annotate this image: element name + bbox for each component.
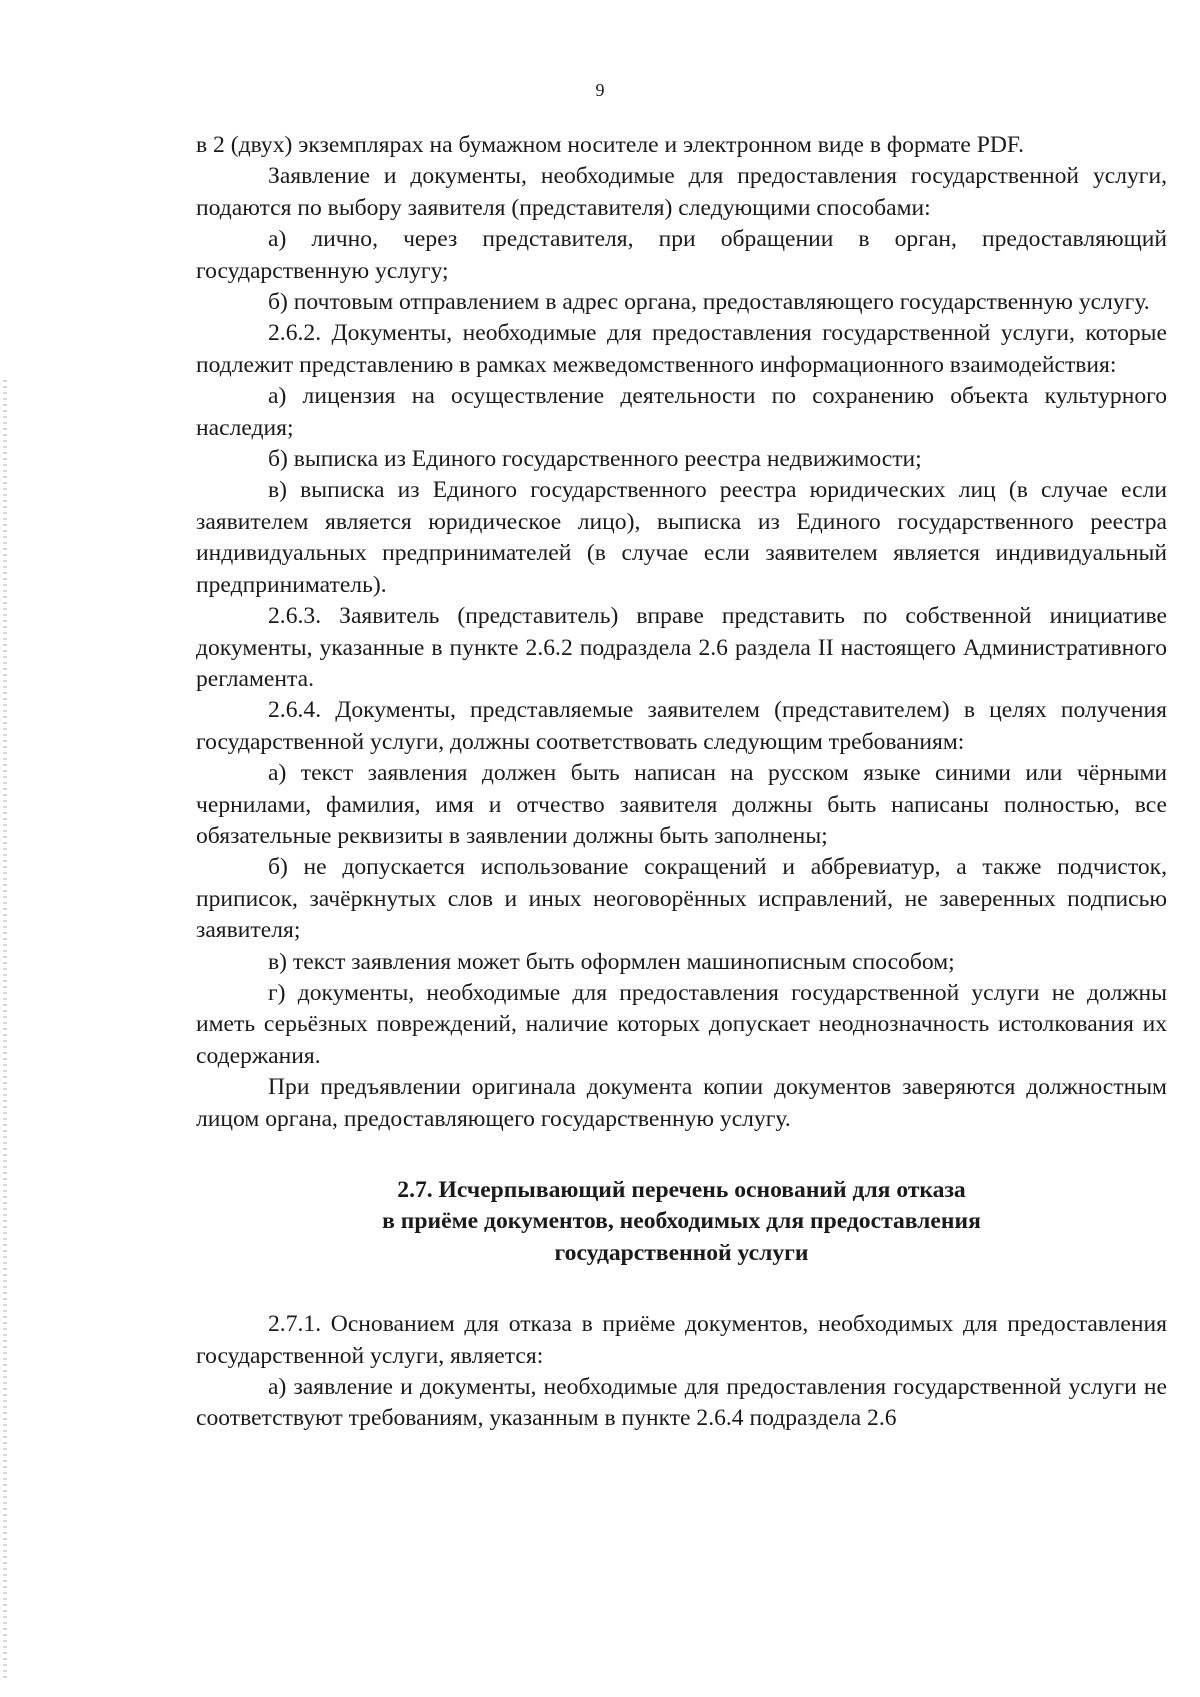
list-item: а) лично, через представителя, при обращении в орган, предоставляющий государственную услугу; bbox=[196, 226, 1167, 284]
paragraph: Заявление и документы, необходимые для предоставления государственной услуги, подаются по выбору заявителя (представителя) следующими способами: bbox=[196, 163, 1167, 221]
list-item: г) документы, необходимые для предоставления государственной услуги не должны иметь серьёзных повреждений, наличие которых допускает неоднозначность истолкования их содержания. bbox=[196, 979, 1167, 1069]
clause: 2.6.4. Документы, представляемые заявителем (представителем) в целях получения государственной услуги, должны соответствовать следующим требованиям: bbox=[196, 697, 1167, 755]
list-item: а) заявление и документы, необходимые для предоставления государственной услуги не соответствуют требованиям, указанным в пункте 2.6.4 подраздела 2.6 bbox=[196, 1374, 1167, 1432]
list-item: в) текст заявления может быть оформлен машинописным способом; bbox=[268, 948, 955, 975]
clause: 2.7.1. Основанием для отказа в приёме документов, необходимых для предоставления государственной услуги, является: bbox=[196, 1311, 1167, 1369]
list-item: в) выписка из Единого государственного реестра юридических лиц (в случае если заявителем является юридическое лицо), выписка из Единого государственного реестра индивидуальных предпринимателей (в случае если заявителем является индивидуальный предприниматель). bbox=[196, 477, 1167, 598]
section-heading-line: государственной услуги bbox=[554, 1239, 809, 1266]
section-heading-line: в приёме документов, необходимых для предоставления bbox=[382, 1208, 981, 1235]
list-item: б) почтовым отправлением в адрес органа, предоставляющего государственную услугу. bbox=[268, 289, 1150, 316]
page-number: 9 bbox=[595, 80, 605, 100]
scan-edge-artifact bbox=[3, 380, 7, 1680]
clause: 2.6.3. Заявитель (представитель) вправе представить по собственной инициативе документы, указанные в пункте 2.6.2 подраздела 2.6 раздела II настоящего Административного регламента. bbox=[196, 603, 1167, 692]
list-item: б) не допускается использование сокращений и аббревиатур, а также подчисток, приписок, зачёркнутых слов и иных неоговорённых исправлений, не заверенных подписью заявителя; bbox=[196, 854, 1167, 944]
paragraph: в 2 (двух) экземплярах на бумажном носителе и электронном виде в формате PDF. bbox=[196, 132, 1025, 158]
clause: 2.6.2. Документы, необходимые для предоставления государственной услуги, которые подлежит представлению в рамках межведомственного информационного взаимодействия: bbox=[196, 320, 1167, 378]
list-item: а) текст заявления должен быть написан на русском языке синими или чёрными чернилами, фамилия, имя и отчество заявителя должны быть написаны полностью, все обязательные реквизиты в заявлении должны быть заполнены; bbox=[196, 760, 1167, 849]
paragraph: При предъявлении оригинала документа копии документов заверяются должностным лицом органа, предоставляющего государственную услугу. bbox=[196, 1074, 1167, 1132]
section-heading-line: 2.7. Исчерпывающий перечень оснований для отказа bbox=[397, 1177, 966, 1203]
list-item: б) выписка из Единого государственного реестра недвижимости; bbox=[268, 446, 922, 473]
section-heading bbox=[196, 1175, 1167, 1269]
document-body bbox=[196, 130, 1167, 1435]
list-item: а) лицензия на осуществление деятельности по сохранению объекта культурного наследия; bbox=[196, 383, 1167, 441]
